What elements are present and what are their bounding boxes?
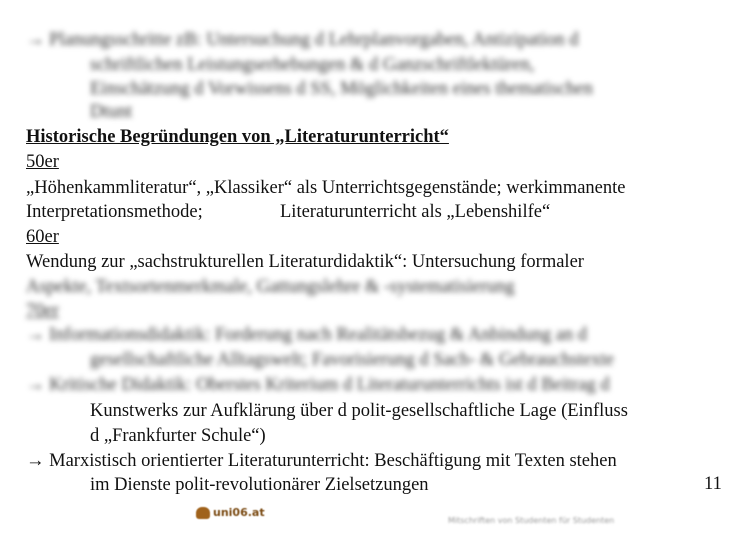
text-critical-line3: d „Frankfurter Schule“) <box>90 426 266 446</box>
blurred-line-7: → Informationsdidaktik: Forderung nach Realitätsbezug & Anbindung an d <box>26 325 588 345</box>
label-60er: 60er <box>26 227 59 247</box>
blurred-line-9: → Kritische Didaktik: Oberstes Kriterium d Literaturunterrichts ist d Beitrag d <box>26 375 610 395</box>
page-number: 11 <box>704 474 722 494</box>
logo-text: uni06.at <box>213 506 265 519</box>
label-50er: 50er <box>26 152 59 172</box>
blurred-line-4: Dtunt <box>90 102 133 122</box>
text-marxist-line1: → Marxistisch orientierter Literaturunterricht: Beschäftigung mit Texten stehen <box>26 451 617 471</box>
text-marxist-line2: im Dienste polit-revolutionärer Zielsetzungen <box>90 475 429 495</box>
blurred-line-3: Einschätzung d Vorwissens d SS, Möglichkeiten eines thematischen <box>90 79 593 99</box>
logo <box>196 506 265 519</box>
blurred-line-2: schriftlichen Leistungserhebungen & d Ganzschriftlektüren, <box>90 55 535 75</box>
footer-text: Mitschriften von Studenten für Studenten <box>448 516 615 525</box>
text-critical-line2: Kunstwerks zur Aufklärung über d polit-gesellschaftliche Lage (Einfluss <box>90 401 628 421</box>
text-50er-line1: „Höhenkammliteratur“, „Klassiker“ als Unterrichtsgegenstände; werkimmanente <box>26 178 626 198</box>
text-60er-line1: Wendung zur „sachstrukturellen Literaturdidaktik“: Untersuchung formaler <box>26 252 584 272</box>
text-50er-line2b: Literaturunterricht als „Lebenshilfe“ <box>280 202 551 222</box>
blurred-line-5: Aspekte, Textsortenmerkmale, Gattungslehre & -systematisierung <box>26 277 515 297</box>
blurred-line-6: 70er <box>26 301 59 321</box>
blurred-line-1: → Planungsschritte zB: Untersuchung d Lehrplanvorgaben, Antizipation d <box>26 30 579 50</box>
logo-icon <box>196 507 210 519</box>
blurred-line-8: gesellschaftliche Alltagswelt; Favorisierung d Sach- & Gebrauchstexte <box>90 350 615 370</box>
section-heading: Historische Begründungen von „Literaturunterricht“ <box>26 127 449 147</box>
text-50er-line2a: Interpretationsmethode; <box>26 202 203 222</box>
